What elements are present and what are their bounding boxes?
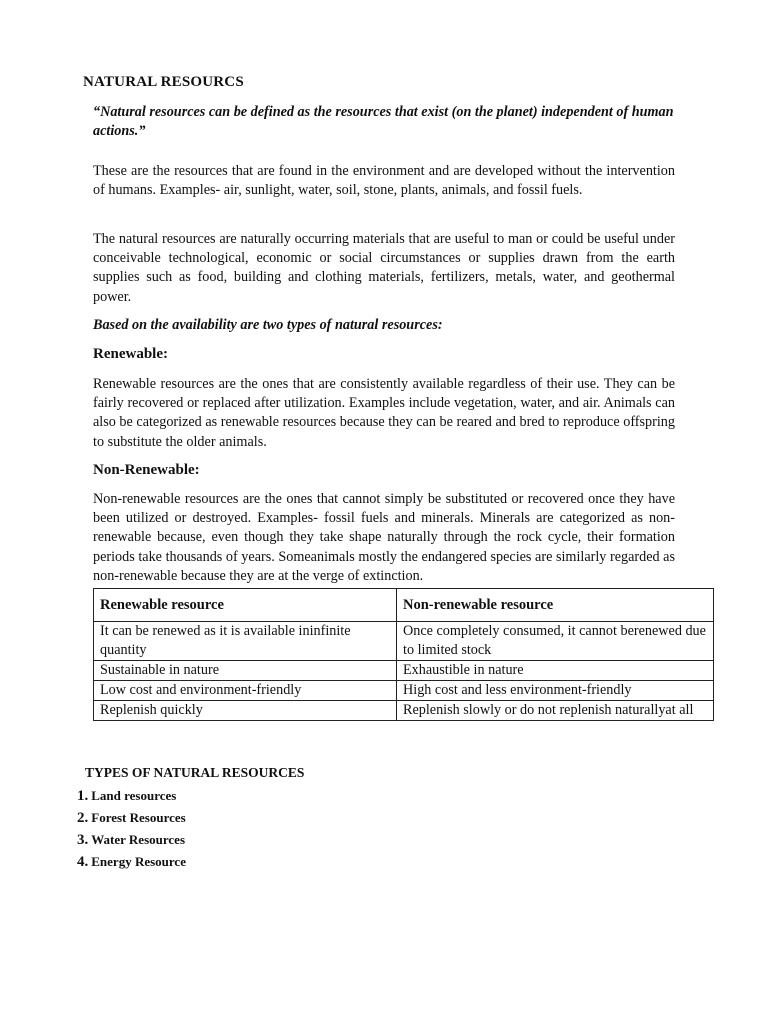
types-list: [77, 785, 186, 873]
table-cell: High cost and less environment-friendly: [397, 681, 714, 701]
list-item: [77, 785, 186, 807]
table-row: [94, 681, 714, 701]
non-renewable-paragraph: Non-renewable resources are the ones that cannot simply be substituted or recovered once they have been utilized or destroyed. Examples- fossil fuels and minerals. Minerals are categorized as non-renewable because, even though they take shape naturally through the rock cycle, their formation periods take thousands of years. Someanimals mostly the endangered species are similarly regarded as non-renewable because they are at the verge of extinction.: [93, 491, 675, 584]
availability-line: Based on the availability are two types of natural resources:: [93, 317, 443, 333]
table-cell: Replenish slowly or do not replenish naturallyat all: [397, 701, 714, 721]
list-item-label: Land resources: [91, 788, 177, 803]
list-item: [77, 829, 186, 851]
table-cell: Exhaustible in nature: [397, 661, 714, 681]
list-item: [77, 851, 186, 873]
table-header-cell: Renewable resource: [94, 589, 397, 622]
table-cell: Low cost and environment-friendly: [94, 681, 397, 701]
list-item-number: 4.: [77, 854, 89, 870]
definition-quote: “Natural resources can be defined as the resources that exist (on the planet) independent of human actions.”: [93, 104, 674, 139]
table-header-cell: Non-renewable resource: [397, 589, 714, 622]
table-row: [94, 622, 714, 661]
materials-paragraph: The natural resources are naturally occurring materials that are useful to man or could be useful under conceivable technological, economic or social circumstances or supplies drawn from the earth supplies such as food, building and clothing materials, fertilizers, metals, water, and geothermal power.: [93, 231, 675, 305]
list-item-number: 2.: [77, 810, 89, 826]
table-cell: It can be renewed as it is available ininfinite quantity: [94, 622, 397, 661]
table-header-row: [94, 589, 714, 622]
table-row: [94, 661, 714, 681]
table-row: [94, 701, 714, 721]
comparison-table: [93, 588, 714, 721]
intro-paragraph: These are the resources that are found in the environment and are developed without the intervention of humans. Examples- air, sunlight, water, soil, stone, plants, animals, and fossil fuels.: [93, 163, 675, 199]
list-item-number: 3.: [77, 832, 89, 848]
list-item-label: Forest Resources: [91, 810, 186, 825]
non-renewable-heading: Non-Renewable:: [93, 462, 200, 478]
renewable-heading: Renewable:: [93, 346, 168, 362]
table-cell: Sustainable in nature: [94, 661, 397, 681]
types-heading: TYPES OF NATURAL RESOURCES: [85, 765, 305, 780]
list-item: [77, 807, 186, 829]
list-item-label: Energy Resource: [91, 854, 186, 869]
page-title: NATURAL RESOURCS: [83, 74, 244, 90]
renewable-paragraph: Renewable resources are the ones that are consistently available regardless of their use. They can be fairly recovered or replaced after utilization. Examples include vegetation, water, and air. Animals can also be categorized as renewable resources because they can be reared and bred to reproduce offspring to substitute the older animals.: [93, 376, 675, 450]
list-item-label: Water Resources: [91, 832, 185, 847]
table-cell: Replenish quickly: [94, 701, 397, 721]
list-item-number: 1.: [77, 788, 89, 804]
table-cell: Once completely consumed, it cannot berenewed due to limited stock: [397, 622, 714, 661]
